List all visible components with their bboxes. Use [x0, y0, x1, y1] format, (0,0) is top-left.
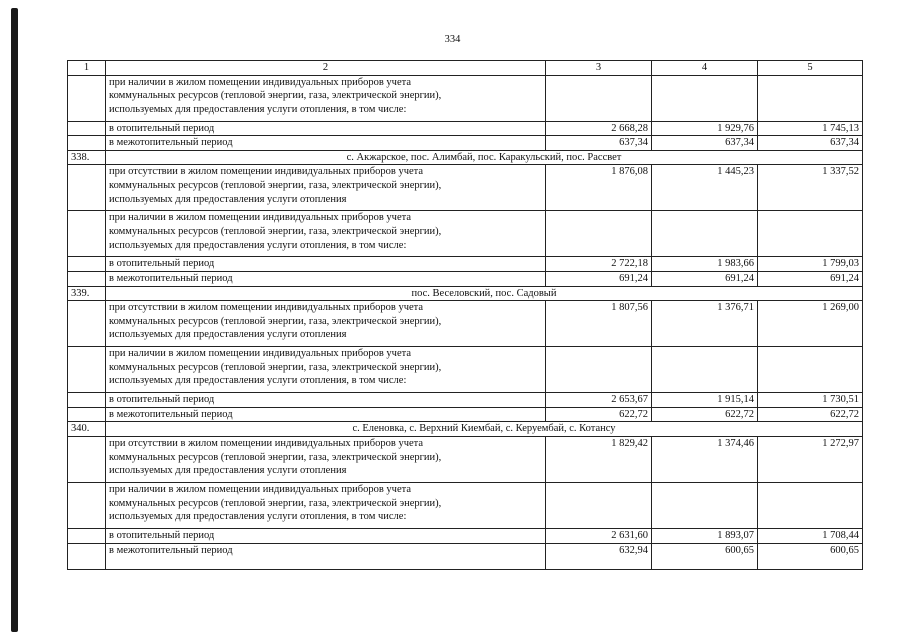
- value-cell: 1 799,03: [758, 257, 863, 272]
- tariff-table: [67, 60, 863, 570]
- value-cell: 622,72: [652, 407, 758, 422]
- index-cell: [68, 257, 106, 272]
- with-meters-row: [68, 75, 863, 121]
- description-line: коммунальных ресурсов (тепловой энергии, газа, электрической энергии),: [109, 179, 442, 191]
- description-line: при отсутствии в жилом помещении индивидуальных приборов учета: [109, 302, 424, 314]
- locality-title: с. Еленовка, с. Верхний Киембай, с. Керуембай, с. Котансу: [106, 422, 863, 437]
- value-cell: [546, 482, 652, 528]
- description-line: при наличии в жилом помещении индивидуальных приборов учета: [109, 483, 411, 495]
- value-cell: 2 653,67: [546, 393, 652, 408]
- index-cell: [68, 165, 106, 211]
- period-label: в отопительный период: [106, 257, 546, 272]
- value-cell: [758, 347, 863, 393]
- value-cell: 632,94: [546, 543, 652, 569]
- period-label: в отопительный период: [106, 528, 546, 543]
- heating-period-row: [68, 121, 863, 136]
- locality-title: с. Акжарское, пос. Алимбай, пос. Каракульский, пос. Рассвет: [106, 150, 863, 165]
- value-cell: 2 722,18: [546, 257, 652, 272]
- value-cell: 1 807,56: [546, 301, 652, 347]
- with-meters-row: [68, 482, 863, 528]
- index-cell: [68, 211, 106, 257]
- period-label: в отопительный период: [106, 121, 546, 136]
- non-heating-period-row: [68, 271, 863, 286]
- period-label: в межотопительный период: [106, 271, 546, 286]
- period-label: в межотопительный период: [106, 136, 546, 151]
- value-cell: 1 915,14: [652, 393, 758, 408]
- value-cell: 622,72: [546, 407, 652, 422]
- locality-header-row: [68, 286, 863, 301]
- value-cell: [546, 75, 652, 121]
- heating-period-row: [68, 393, 863, 408]
- value-cell: 1 983,66: [652, 257, 758, 272]
- index-cell: [68, 407, 106, 422]
- without-meters-row: [68, 436, 863, 482]
- value-cell: 2 631,60: [546, 528, 652, 543]
- description-line: при отсутствии в жилом помещении индивидуальных приборов учета: [109, 166, 424, 178]
- description-line: при наличии в жилом помещении индивидуальных приборов учета: [109, 76, 411, 88]
- description-line: используемых для предоставления услуги отопления, в том числе:: [109, 239, 407, 251]
- with-meters-row: [68, 211, 863, 257]
- non-heating-period-row: [68, 543, 863, 569]
- value-cell: 600,65: [758, 543, 863, 569]
- value-cell: [652, 347, 758, 393]
- index-cell: [68, 436, 106, 482]
- description-line: коммунальных ресурсов (тепловой энергии, газа, электрической энергии),: [109, 497, 442, 509]
- value-cell: 1 929,76: [652, 121, 758, 136]
- description-line: коммунальных ресурсов (тепловой энергии, газа, электрической энергии),: [109, 225, 442, 237]
- description-cell: [106, 436, 546, 482]
- value-cell: 637,34: [758, 136, 863, 151]
- binding-edge: [11, 8, 18, 632]
- value-cell: 1 745,13: [758, 121, 863, 136]
- section-index: 340.: [68, 422, 106, 437]
- column-number: 2: [106, 61, 546, 76]
- column-number-row: [68, 61, 863, 76]
- description-line: используемых для предоставления услуги отопления, в том числе:: [109, 103, 407, 115]
- value-cell: 691,24: [758, 271, 863, 286]
- value-cell: 1 876,08: [546, 165, 652, 211]
- heating-period-row: [68, 528, 863, 543]
- value-cell: 1 337,52: [758, 165, 863, 211]
- value-cell: 1 376,71: [652, 301, 758, 347]
- index-cell: [68, 75, 106, 121]
- value-cell: 2 668,28: [546, 121, 652, 136]
- description-line: используемых для предоставления услуги отопления, в том числе:: [109, 375, 407, 387]
- description-line: используемых для предоставления услуги отопления: [109, 465, 347, 477]
- non-heating-period-row: [68, 407, 863, 422]
- value-cell: 1 272,97: [758, 436, 863, 482]
- period-label: в межотопительный период: [106, 407, 546, 422]
- description-cell: [106, 165, 546, 211]
- description-line: коммунальных ресурсов (тепловой энергии, газа, электрической энергии),: [109, 361, 442, 373]
- with-meters-row: [68, 347, 863, 393]
- without-meters-row: [68, 301, 863, 347]
- column-number: 1: [68, 61, 106, 76]
- value-cell: 1 445,23: [652, 165, 758, 211]
- description-cell: [106, 482, 546, 528]
- description-line: при наличии в жилом помещении индивидуальных приборов учета: [109, 348, 411, 360]
- value-cell: 637,34: [546, 136, 652, 151]
- description-line: коммунальных ресурсов (тепловой энергии, газа, электрической энергии),: [109, 451, 442, 463]
- value-cell: 691,24: [652, 271, 758, 286]
- value-cell: [546, 347, 652, 393]
- description-cell: [106, 75, 546, 121]
- value-cell: [546, 211, 652, 257]
- heating-period-row: [68, 257, 863, 272]
- value-cell: 637,34: [652, 136, 758, 151]
- page-number: 334: [444, 34, 461, 45]
- period-label: в межотопительный период: [106, 543, 546, 569]
- description-line: используемых для предоставления услуги отопления: [109, 329, 347, 341]
- description-cell: [106, 347, 546, 393]
- value-cell: 691,24: [546, 271, 652, 286]
- description-cell: [106, 301, 546, 347]
- value-cell: [758, 482, 863, 528]
- description-line: при наличии в жилом помещении индивидуальных приборов учета: [109, 212, 411, 224]
- value-cell: 1 829,42: [546, 436, 652, 482]
- value-cell: 600,65: [652, 543, 758, 569]
- value-cell: 1 730,51: [758, 393, 863, 408]
- section-index: 338.: [68, 150, 106, 165]
- period-label: в отопительный период: [106, 393, 546, 408]
- value-cell: 1 708,44: [758, 528, 863, 543]
- description-cell: [106, 211, 546, 257]
- value-cell: [652, 482, 758, 528]
- description-line: при отсутствии в жилом помещении индивидуальных приборов учета: [109, 437, 424, 449]
- section-index: 339.: [68, 286, 106, 301]
- index-cell: [68, 543, 106, 569]
- index-cell: [68, 271, 106, 286]
- locality-title: пос. Веселовский, пос. Садовый: [106, 286, 863, 301]
- value-cell: [652, 75, 758, 121]
- locality-header-row: [68, 422, 863, 437]
- index-cell: [68, 301, 106, 347]
- non-heating-period-row: [68, 136, 863, 151]
- value-cell: 622,72: [758, 407, 863, 422]
- locality-header-row: [68, 150, 863, 165]
- index-cell: [68, 528, 106, 543]
- value-cell: 1 374,46: [652, 436, 758, 482]
- description-line: коммунальных ресурсов (тепловой энергии, газа, электрической энергии),: [109, 90, 442, 102]
- value-cell: 1 269,00: [758, 301, 863, 347]
- index-cell: [68, 136, 106, 151]
- without-meters-row: [68, 165, 863, 211]
- column-number: 3: [546, 61, 652, 76]
- value-cell: 1 893,07: [652, 528, 758, 543]
- value-cell: [758, 211, 863, 257]
- description-line: используемых для предоставления услуги отопления, в том числе:: [109, 511, 407, 523]
- column-number: 4: [652, 61, 758, 76]
- description-line: используемых для предоставления услуги отопления: [109, 193, 347, 205]
- index-cell: [68, 121, 106, 136]
- index-cell: [68, 393, 106, 408]
- index-cell: [68, 347, 106, 393]
- description-line: коммунальных ресурсов (тепловой энергии, газа, электрической энергии),: [109, 315, 442, 327]
- column-number: 5: [758, 61, 863, 76]
- index-cell: [68, 482, 106, 528]
- value-cell: [758, 75, 863, 121]
- value-cell: [652, 211, 758, 257]
